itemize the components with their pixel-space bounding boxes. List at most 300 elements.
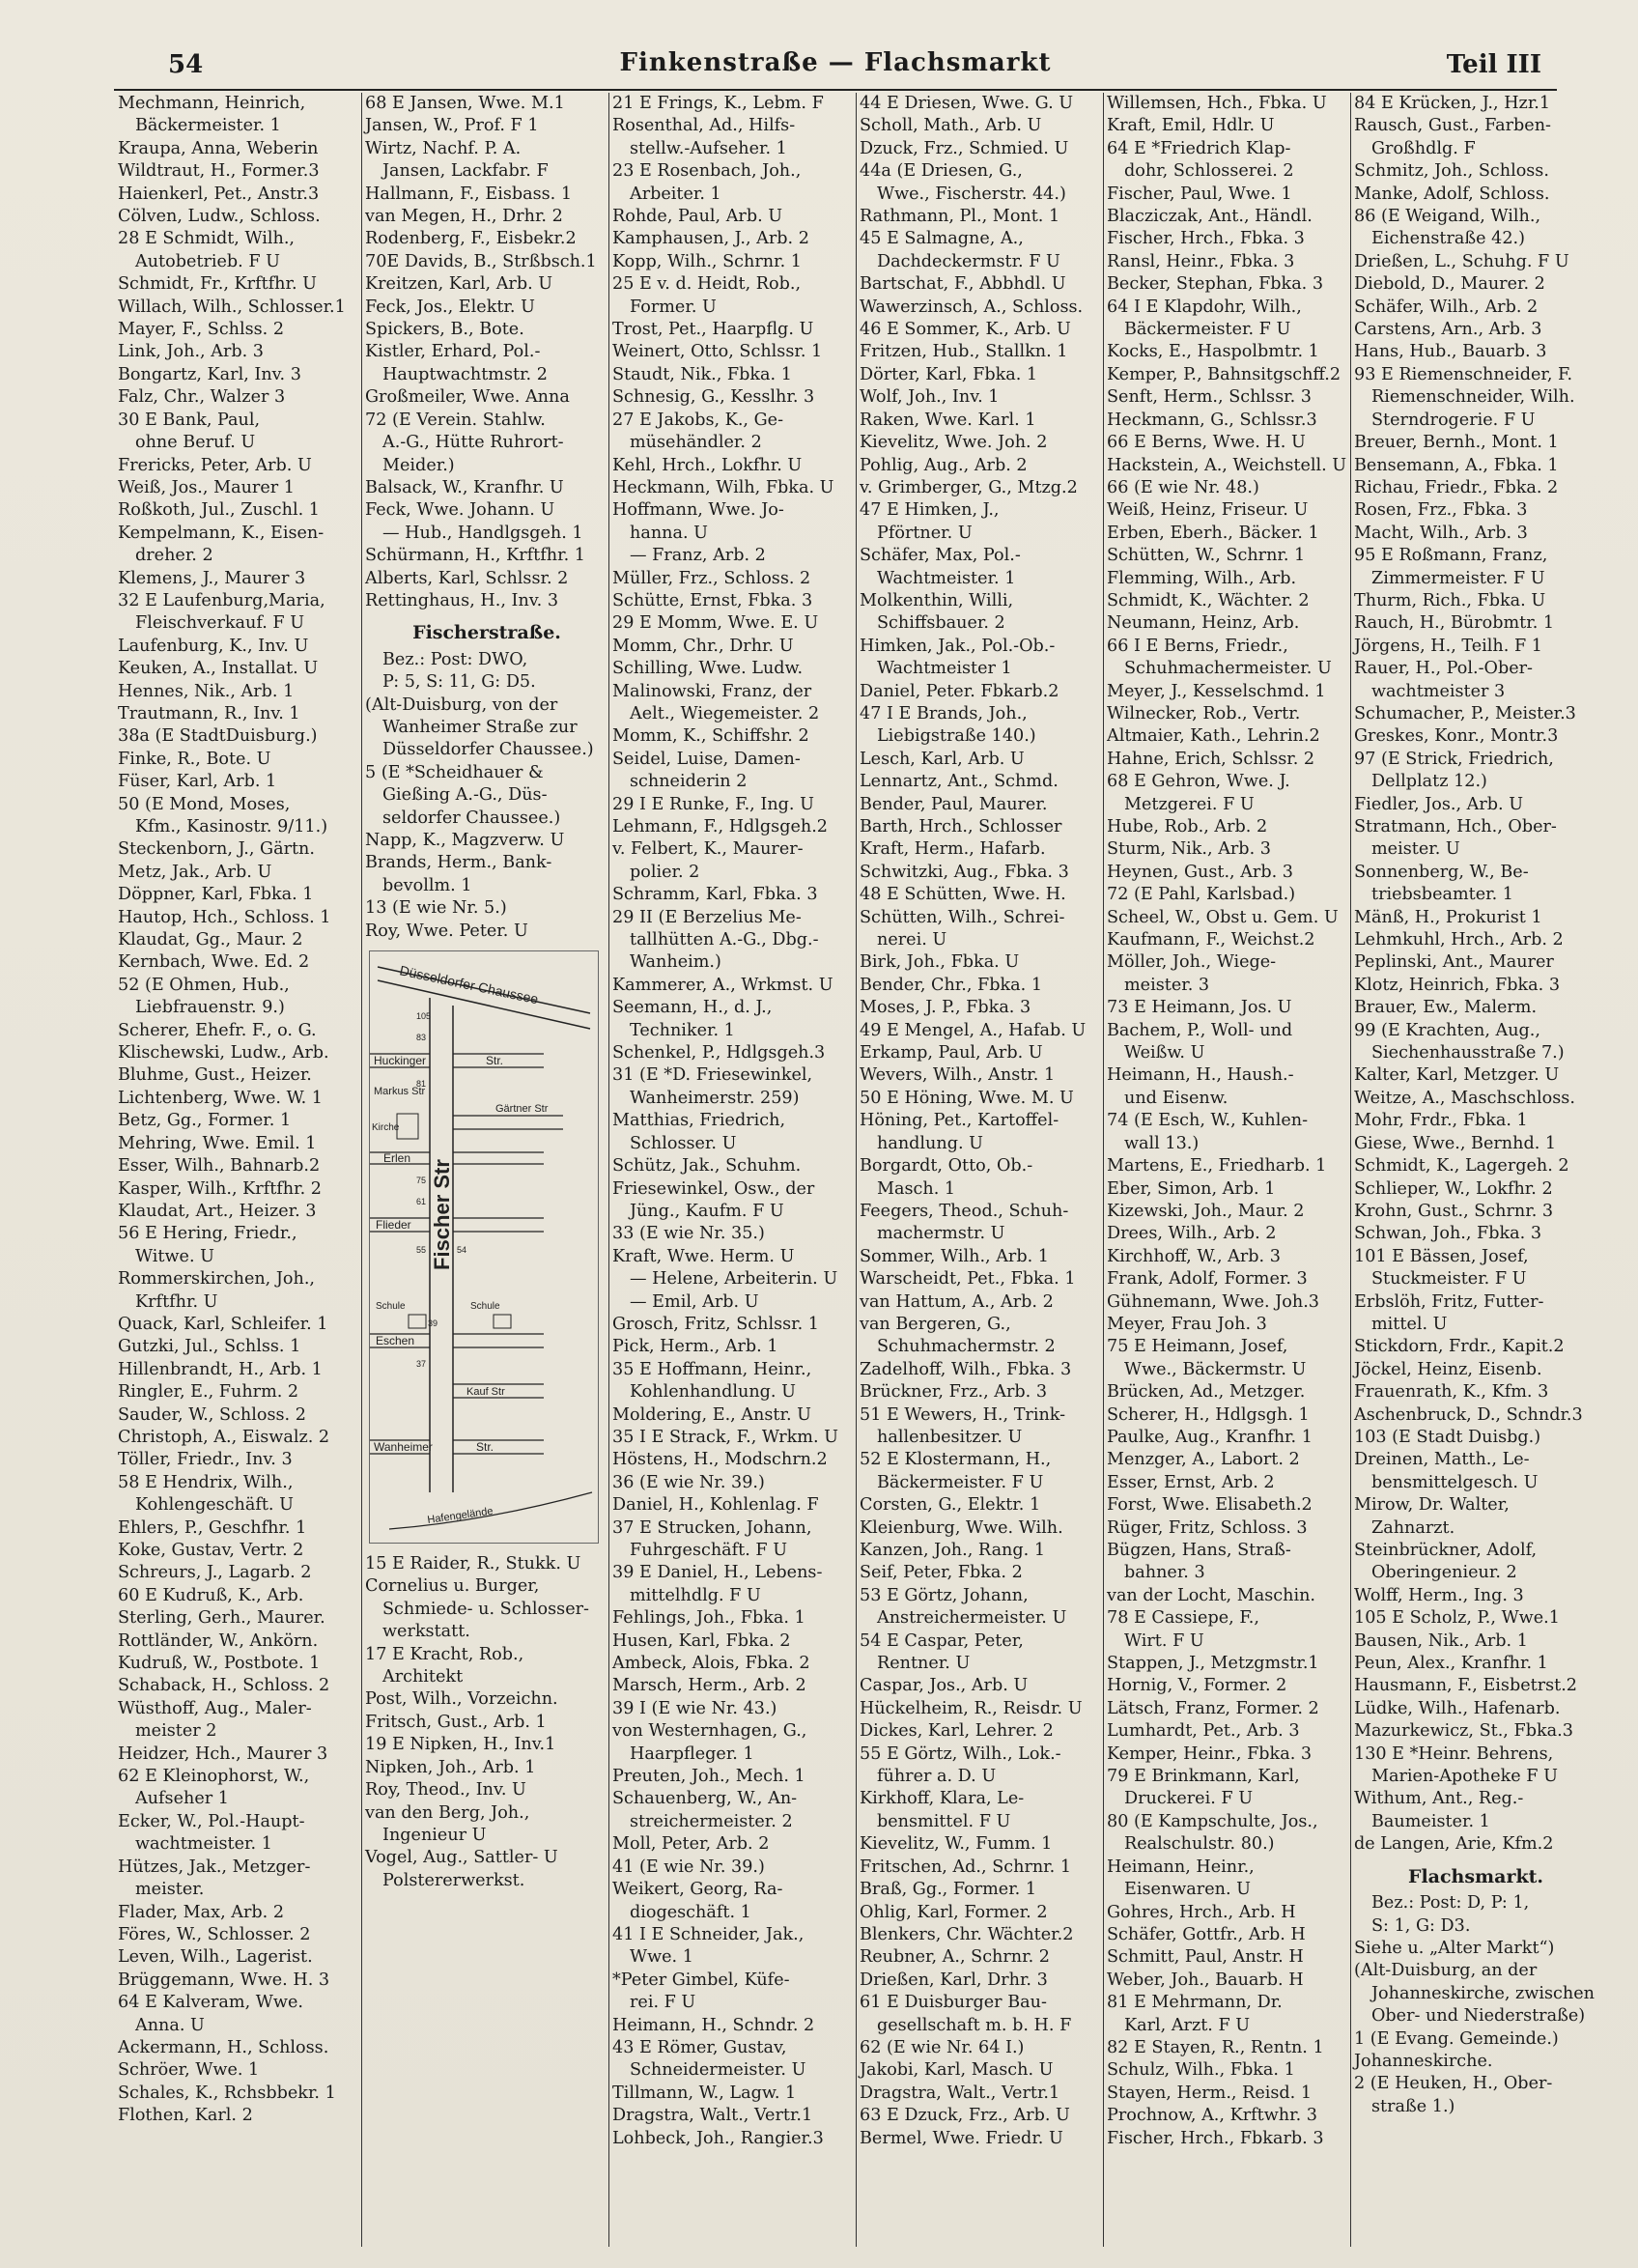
directory-entry: Klotz, Heinrich, Fbka. 3 (1354, 975, 1561, 995)
directory-entry: 78 E Cassiepe, F., (1107, 1608, 1259, 1629)
entry-continuation: meister. (135, 1880, 205, 1900)
house-number: 83 (416, 1033, 427, 1043)
directory-entry: Brands, Herm., Bank- (365, 853, 552, 873)
entry-continuation: Wwe. 1 (630, 1947, 693, 1968)
directory-entry: Kraupa, Anna, Weberin (118, 138, 319, 158)
directory-entry: 44a (E Driesen, G., (860, 161, 1023, 182)
directory-entry: 93 E Riemenschneider, F. (1354, 364, 1573, 384)
directory-entry: Esser, Ernst, Arb. 2 (1107, 1472, 1275, 1492)
directory-entry: Töller, Friedr., Inv. 3 (118, 1450, 293, 1470)
directory-entry: Grosch, Fritz, Schlssr. 1 (612, 1314, 820, 1334)
entry-continuation: — Hub., Handlgsgeh. 1 (382, 523, 583, 543)
entry-continuation: Bez.: Post: D, P: 1, (1371, 1893, 1530, 1914)
house-number: 39 (428, 1318, 438, 1329)
directory-entry: Kraft, Herm., Hafarb. (860, 839, 1046, 860)
directory-entry: 55 E Görtz, Wilh., Lok.- (860, 1744, 1061, 1764)
directory-entry: 45 E Salmagne, A., (860, 229, 1024, 249)
entry-continuation: dreher. 2 (135, 546, 213, 566)
directory-entry: Hahne, Erich, Schlssr. 2 (1107, 749, 1315, 769)
column-3 (608, 93, 857, 2247)
directory-entry: Ehlers, P., Geschfhr. 1 (118, 1517, 307, 1538)
directory-entry: Becker, Stephan, Fbka. 3 (1107, 274, 1324, 295)
directory-entry: Seidel, Luise, Damen- (612, 749, 801, 769)
directory-entry: Schütz, Jak., Schuhm. (612, 1156, 802, 1177)
entry-continuation: Pförtner. U (877, 523, 973, 543)
directory-entry: Lätsch, Franz, Former. 2 (1107, 1698, 1319, 1718)
entry-continuation: Marien-Apotheke F U (1371, 1767, 1558, 1787)
directory-entry: Schnesig, G., Kesslhr. 3 (612, 387, 815, 408)
directory-entry: Lichtenberg, Wwe. W. 1 (118, 1088, 323, 1108)
directory-entry: Cornelius u. Burger, (365, 1576, 540, 1597)
directory-entry: Schwitzki, Aug., Fbka. 3 (860, 862, 1069, 882)
directory-entry: Kirchhoff, W., Arb. 3 (1107, 1246, 1281, 1266)
directory-entry: 23 E Rosenbach, Joh., (612, 161, 802, 182)
directory-entry: Wolff, Herm., Ing. 3 (1354, 1585, 1524, 1605)
entry-continuation: Anna. U (135, 2015, 205, 2035)
directory-entry: Steckenborn, J., Gärtn. (118, 839, 315, 860)
directory-entry: Momm, Chr., Drhr. U (612, 636, 794, 656)
entry-continuation: Former. U (630, 297, 717, 317)
directory-entry: Caspar, Jos., Arb. U (860, 1676, 1029, 1696)
directory-entry: Siehe u. „Alter Markt“) (1354, 1938, 1555, 1958)
entry-continuation: Witwe. U (135, 1246, 214, 1266)
directory-entry: 130 E *Heinr. Behrens, (1354, 1744, 1554, 1764)
map-label-str: Str. (486, 1054, 504, 1068)
directory-entry: Christoph, A., Eiswalz. 2 (118, 1427, 330, 1447)
directory-entry: Hausmann, F., Eisbetrst.2 (1354, 1676, 1577, 1696)
directory-entry: Brückner, Frz., Arb. 3 (860, 1382, 1048, 1403)
entry-continuation: Masch. 1 (877, 1178, 956, 1199)
directory-entry: Bermel, Wwe. Friedr. U (860, 2128, 1063, 2148)
house-number: 54 (457, 1245, 467, 1256)
directory-entry: Braß, Gg., Former. 1 (860, 1880, 1037, 1900)
school-building-1 (409, 1315, 426, 1328)
directory-entry: 61 E Duisburger Bau- (860, 1993, 1047, 2013)
directory-entry: Giese, Wwe., Bernhd. 1 (1354, 1133, 1557, 1153)
map-label-hafen: Hafengelände (426, 1505, 494, 1527)
directory-entry: Bensemann, A., Fbka. 1 (1354, 455, 1559, 475)
street-map (369, 950, 599, 1544)
directory-entry: 70E Davids, B., Strßbsch.1 (365, 251, 597, 271)
directory-entry: 52 (E Ohmen, Hub., (118, 975, 290, 995)
directory-entry: Roy, Theod., Inv. U (365, 1780, 526, 1800)
entry-continuation: Metzgerei. F U (1124, 794, 1255, 814)
directory-entry: Staudt, Nik., Fbka. 1 (612, 364, 792, 384)
directory-entry: 66 I E Berns, Friedr., (1107, 636, 1288, 656)
directory-entry: Gutzki, Jul., Schlss. 1 (118, 1337, 301, 1357)
directory-entry: Roßkoth, Jul., Zuschl. 1 (118, 500, 320, 521)
directory-entry: Corsten, G., Elektr. 1 (860, 1495, 1041, 1516)
directory-entry: Trautmann, R., Inv. 1 (118, 703, 300, 723)
directory-entry: Rüger, Fritz, Schloss. 3 (1107, 1517, 1308, 1538)
entry-continuation: Eisenwaren. U (1124, 1880, 1251, 1900)
entry-continuation: Fuhrgeschäft. F U (630, 1541, 788, 1560)
entry-continuation: wachtmeister. 1 (135, 1834, 272, 1855)
directory-entry: 46 E Sommer, K., Arb. U (860, 320, 1071, 340)
directory-entry: Post, Wilh., Vorzeichn. (365, 1689, 558, 1710)
directory-entry: Heimann, H., Schndr. 2 (612, 2015, 815, 2035)
directory-entry: van Megen, H., Drhr. 2 (365, 207, 563, 227)
directory-entry: 74 (E Esch, W., Kuhlen- (1107, 1111, 1309, 1131)
entry-continuation: machermstr. U (877, 1224, 1005, 1244)
directory-entry: Heimann, Heinr., (1107, 1857, 1255, 1877)
directory-entry: Weinert, Otto, Schlssr. 1 (612, 342, 823, 362)
directory-entry: Steinbrückner, Adolf, (1354, 1541, 1538, 1560)
directory-entry: Withum, Ant., Reg.- (1354, 1789, 1524, 1809)
entry-continuation: — Franz, Arb. 2 (630, 546, 766, 566)
directory-entry: Schreurs, J., Lagarb. 2 (118, 1563, 312, 1583)
directory-entry: (Alt-Duisburg, von der (365, 695, 558, 715)
house-number: 37 (416, 1359, 427, 1370)
directory-entry: 29 II (E Berzelius Me- (612, 907, 802, 927)
directory-entry: Nipken, Joh., Arb. 1 (365, 1757, 536, 1777)
directory-entry: Lesch, Karl, Arb. U (860, 749, 1025, 769)
directory-entry: Spickers, B., Bote. (365, 320, 524, 340)
directory-entry: 1 (E Evang. Gemeinde.) (1354, 2028, 1559, 2049)
directory-entry: 63 E Dzuck, Frz., Arb. U (860, 2106, 1070, 2126)
directory-entry: 103 (E Stadt Duisbg.) (1354, 1427, 1541, 1447)
directory-entry: 99 (E Krachten, Aug., (1354, 1020, 1540, 1040)
directory-entry: Klaudat, Gg., Maur. 2 (118, 930, 303, 950)
directory-entry: Stratmann, Hch., Ober- (1354, 817, 1557, 836)
entry-continuation: bahner. 3 (1124, 1563, 1205, 1583)
house-number: 105 (416, 1011, 432, 1022)
entry-continuation: streichermeister. 2 (630, 1811, 793, 1831)
directory-entry: van Hattum, A., Arb. 2 (860, 1291, 1054, 1312)
street-map-svg (370, 951, 598, 1543)
directory-entry: Schmidt, K., Lagergeh. 2 (1354, 1156, 1569, 1177)
directory-entry: 105 E Scholz, P., Wwe.1 (1354, 1608, 1560, 1629)
directory-entry: Diebold, D., Maurer. 2 (1354, 274, 1545, 295)
directory-entry: 95 E Roßmann, Franz, (1354, 546, 1548, 566)
directory-entry: Schwan, Joh., Fbka. 3 (1354, 1224, 1542, 1244)
house-number: 55 (416, 1245, 427, 1256)
entry-continuation: Schlosser. U (630, 1133, 737, 1153)
directory-entry: Rodenberg, F., Eisbekr.2 (365, 229, 577, 249)
directory-entry: Wolf, Joh., Inv. 1 (860, 387, 1000, 408)
directory-entry: Macht, Wilh., Arb. 3 (1354, 523, 1528, 543)
directory-entry: 62 (E wie Nr. 64 I.) (860, 2037, 1025, 2057)
directory-entry: Dragstra, Walt., Vertr.1 (860, 2083, 1060, 2103)
directory-entry: Moldering, E., Anstr. U (612, 1404, 811, 1425)
entry-continuation: meister. 3 (1124, 975, 1210, 995)
directory-entry: Kievelitz, W., Fumm. 1 (860, 1834, 1053, 1855)
directory-entry: Flemming, Wilh., Arb. (1107, 568, 1297, 588)
directory-entry: Scheel, W., Obst u. Gem. U (1107, 907, 1339, 927)
directory-entry: Scherer, H., Hdlgsgh. 1 (1107, 1404, 1310, 1425)
entry-continuation: Architekt (382, 1667, 464, 1687)
directory-entry: Link, Joh., Arb. 3 (118, 342, 264, 362)
directory-entry: Mehring, Wwe. Emil. 1 (118, 1133, 317, 1153)
directory-entry: 97 (E Strick, Friedrich, (1354, 749, 1554, 769)
directory-entry: Jöckel, Heinz, Eisenb. (1354, 1359, 1542, 1379)
directory-entry: Wilnecker, Rob., Vertr. (1107, 703, 1301, 723)
directory-entry: 44 E Driesen, Wwe. G. U (860, 94, 1074, 113)
directory-entry: Weiß, Jos., Maurer 1 (118, 477, 295, 497)
directory-entry: Schenkel, P., Hdlgsgeh.3 (612, 1043, 826, 1063)
directory-entry: Seemann, H., d. J., (612, 998, 773, 1018)
directory-entry: Birk, Joh., Fbka. U (860, 952, 1020, 973)
directory-entry: Sommer, Wilh., Arb. 1 (860, 1246, 1049, 1266)
entry-continuation: S: 1, G: D3. (1371, 1915, 1471, 1936)
directory-entry: Kehl, Hrch., Lokfhr. U (612, 455, 803, 475)
directory-entry: Schaback, H., Schloss. 2 (118, 1676, 330, 1696)
directory-entry: Schmidt, K., Wächter. 2 (1107, 590, 1310, 610)
directory-entry: Hans, Hub., Bauarb. 3 (1354, 342, 1547, 362)
directory-entry: Willemsen, Hch., Fbka. U (1107, 94, 1327, 113)
entry-continuation: Schneidermeister. U (630, 2060, 806, 2081)
directory-entry: Schmidt, Fr., Krftfhr. U (118, 274, 317, 295)
directory-entry: Hube, Rob., Arb. 2 (1107, 817, 1268, 836)
directory-entry: Borgardt, Otto, Ob.- (860, 1156, 1033, 1177)
directory-entry: Meyer, J., Kesselschmd. 1 (1107, 681, 1326, 701)
directory-entry: Forst, Wwe. Elisabeth.2 (1107, 1495, 1313, 1516)
directory-entry: Schumacher, P., Meister.3 (1354, 703, 1576, 723)
directory-entry: Brüggemann, Wwe. H. 3 (118, 1970, 330, 1990)
entry-continuation: Autobetrieb. F U (135, 251, 280, 271)
directory-entry: Senft, Herm., Schlssr. 3 (1107, 387, 1312, 408)
directory-entry: Bluhme, Gust., Heizer. (118, 1065, 312, 1086)
directory-entry: Kleienburg, Wwe. Wilh. (860, 1517, 1063, 1538)
directory-entry: Raken, Wwe. Karl. 1 (860, 410, 1036, 430)
entry-continuation: hanna. U (630, 523, 708, 543)
directory-entry: 28 E Schmidt, Wilh., (118, 229, 296, 249)
directory-entry: Erben, Eberh., Bäcker. 1 (1107, 523, 1319, 543)
entry-continuation: Realschulstr. 80.) (1124, 1834, 1275, 1855)
directory-entry: 29 E Momm, Wwe. E. U (612, 613, 819, 634)
directory-entry: 49 E Mengel, A., Hafab. U (860, 1020, 1087, 1040)
entry-continuation: — Emil, Arb. U (630, 1291, 759, 1312)
directory-entry: Rohde, Paul, Arb. U (612, 207, 783, 227)
directory-entry: 68 E Jansen, Wwe. M.1 (365, 94, 565, 113)
directory-entry: Kreitzen, Karl, Arb. U (365, 274, 553, 295)
entry-continuation: triebsbeamter. 1 (1371, 885, 1513, 905)
directory-entry: 31 (E *D. Friesewinkel, (612, 1065, 813, 1086)
column-4 (856, 93, 1104, 2247)
entry-continuation: Druckerei. F U (1124, 1789, 1254, 1809)
column-1 (114, 93, 362, 2247)
directory-entry: 60 E Kudruß, K., Arb. (118, 1585, 304, 1605)
directory-entry: Kammerer, A., Wrkmst. U (612, 975, 833, 995)
map-label-schule-1: Schule (376, 1301, 406, 1313)
directory-entry: Blacziczak, Ant., Händl. (1107, 207, 1313, 227)
directory-entry: Martens, E., Friedharb. 1 (1107, 1156, 1327, 1177)
directory-entry: Klemens, J., Maurer 3 (118, 568, 306, 588)
directory-entry: 50 E Höning, Wwe. M. U (860, 1088, 1074, 1108)
entry-continuation: Anstreichermeister. U (877, 1608, 1067, 1629)
entry-continuation: Ingenieur U (382, 1825, 487, 1845)
directory-entry: Pick, Herm., Arb. 1 (612, 1337, 778, 1357)
directory-entry: Rosenthal, Ad., Hilfs- (612, 116, 796, 136)
directory-entry: Sonnenberg, W., Be- (1354, 862, 1529, 882)
directory-entry: 47 I E Brands, Joh., (860, 703, 1028, 723)
column-6 (1350, 93, 1597, 2247)
entry-continuation: Ober- und Niederstraße) (1371, 2006, 1586, 2027)
directory-entry: Bender, Chr., Fbka. 1 (860, 975, 1043, 995)
entry-continuation: stellw.-Aufseher. 1 (630, 138, 787, 158)
directory-entry: Fischer, Hrch., Fbkarb. 3 (1107, 2128, 1324, 2148)
directory-entry: 73 E Heimann, Jos. U (1107, 998, 1292, 1018)
directory-entry: Bongartz, Karl, Inv. 3 (118, 364, 301, 384)
entry-continuation: Aelt., Wiegemeister. 2 (630, 703, 820, 723)
directory-entry: Höstens, H., Modschrn.2 (612, 1450, 828, 1470)
directory-entry: 56 E Hering, Friedr., (118, 1224, 297, 1244)
directory-entry: Fiedler, Jos., Arb. U (1354, 794, 1524, 814)
directory-entry: Aschenbruck, D., Schndr.3 (1354, 1404, 1583, 1425)
map-label-fischer: Fischer Str (430, 1159, 454, 1271)
entry-continuation: Rentner. U (877, 1654, 971, 1674)
directory-entry: 75 E Heimann, Josef, (1107, 1337, 1288, 1357)
directory-entry: Kocks, E., Haspolbmtr. 1 (1107, 342, 1319, 362)
entry-continuation: Eichenstraße 42.) (1371, 229, 1525, 249)
directory-entry: Hillenbrandt, H., Arb. 1 (118, 1359, 323, 1379)
directory-entry: Preuten, Joh., Mech. 1 (612, 1767, 805, 1787)
directory-entry: Heimann, H., Haush.- (1107, 1065, 1294, 1086)
directory-entry: Mazurkewicz, St., Fbka.3 (1354, 1721, 1573, 1742)
directory-entry: Tillmann, W., Lagw. 1 (612, 2083, 797, 2103)
directory-entry: Kudruß, W., Postbote. 1 (118, 1654, 321, 1674)
directory-entry: 36 (E wie Nr. 39.) (612, 1472, 765, 1492)
directory-entry: Dzuck, Frz., Schmied. U (860, 138, 1069, 158)
directory-entry: Momm, K., Schiffshr. 2 (612, 726, 809, 747)
directory-entry: 86 (E Weigand, Wilh., (1354, 207, 1541, 227)
directory-entry: Flothen, Karl. 2 (118, 2106, 253, 2126)
directory-entry: 72 (E Pahl, Karlsbad.) (1107, 885, 1296, 905)
directory-entry: Carstens, Arn., Arb. 3 (1354, 320, 1542, 340)
directory-entry: Lehmann, F., Hdlgsgeh.2 (612, 817, 829, 836)
directory-entry: Ackermann, H., Schloss. (118, 2037, 329, 2057)
entry-continuation: Hauptwachtmstr. 2 (382, 364, 548, 384)
directory-entry: Daniel, Peter. Fbkarb.2 (860, 681, 1059, 701)
directory-columns (114, 93, 1597, 2247)
map-label-wanheimer: Wanheimer (374, 1440, 433, 1455)
directory-entry: Rathmann, Pl., Mont. 1 (860, 207, 1060, 227)
directory-entry: Alberts, Karl, Schlssr. 2 (365, 568, 569, 588)
directory-entry: van den Berg, Joh., (365, 1802, 530, 1823)
directory-entry: Stickdorn, Frdr., Kapit.2 (1354, 1337, 1565, 1357)
directory-entry: 25 E v. d. Heidt, Rob., (612, 274, 802, 295)
directory-entry: Schütten, Wilh., Schrei- (860, 907, 1065, 927)
directory-entry: Klaudat, Art., Heizer. 3 (118, 1201, 317, 1221)
church-building (397, 1114, 418, 1139)
entry-continuation: Kfm., Kasinostr. 9/11.) (135, 817, 328, 836)
directory-entry: Rauch, H., Bürobmtr. 1 (1354, 613, 1555, 634)
directory-entry: (Alt-Duisburg, an der (1354, 1961, 1538, 1981)
directory-entry: Rommerskirchen, Joh., (118, 1269, 316, 1290)
entry-continuation: wall 13.) (1124, 1133, 1200, 1153)
directory-entry: Feck, Jos., Elektr. U (365, 297, 535, 317)
directory-entry: Molkenthin, Willi, (860, 590, 1014, 610)
house-number: 61 (416, 1197, 427, 1207)
directory-entry: van Bergeren, G., (860, 1314, 1011, 1334)
directory-entry: Weikert, Georg, Ra- (612, 1880, 783, 1900)
directory-entry: 15 E Raider, R., Stukk. U (365, 1554, 581, 1574)
directory-entry: 51 E Wewers, H., Trink- (860, 1404, 1066, 1425)
directory-entry: Erkamp, Paul, Arb. U (860, 1043, 1043, 1063)
entry-continuation: Karl, Arzt. F U (1124, 2015, 1251, 2035)
directory-entry: Schmitz, Joh., Schloss. (1354, 161, 1549, 182)
entry-continuation: Jüng., Kaufm. F U (630, 1201, 784, 1221)
directory-entry: Hückelheim, R., Reisdr. U (860, 1698, 1083, 1718)
directory-entry: Leven, Wilh., Lagerist. (118, 1947, 313, 1968)
directory-entry: Füser, Karl, Arb. 1 (118, 772, 277, 792)
directory-entry: Finke, R., Bote. U (118, 749, 271, 769)
directory-entry: Mechmann, Heinrich, (118, 94, 306, 113)
directory-entry: Stayen, Herm., Reisd. 1 (1107, 2083, 1313, 2103)
directory-entry: Gühnemann, Wwe. Joh.3 (1107, 1291, 1319, 1312)
directory-entry: Kaufmann, F., Weichst.2 (1107, 930, 1315, 950)
page-number: 54 (168, 50, 204, 79)
entry-continuation: Zimmermeister. F U (1371, 568, 1545, 588)
directory-entry: Hackstein, A., Weichstell. U (1107, 455, 1347, 475)
directory-entry: Richau, Friedr., Fbka. 2 (1354, 477, 1559, 497)
directory-entry: Neumann, Heinz, Arb. (1107, 613, 1300, 634)
directory-entry: Matthias, Friedrich, (612, 1111, 786, 1131)
entry-continuation: Bäckermeister. F U (877, 1472, 1044, 1492)
directory-entry: Ohlig, Karl, Former. 2 (860, 1902, 1048, 1922)
map-label-schule-2: Schule (470, 1301, 500, 1313)
directory-entry: Hennes, Nik., Arb. 1 (118, 681, 295, 701)
directory-entry: Wawerzinsch, A., Schloss. (860, 297, 1084, 317)
map-label-eschen: Eschen (376, 1334, 415, 1348)
directory-entry: Lohbeck, Joh., Rangier.3 (612, 2128, 824, 2148)
directory-entry: Bachem, P., Woll- und (1107, 1020, 1293, 1040)
entry-continuation: dohr, Schlosserei. 2 (1124, 161, 1294, 182)
directory-entry: Lumhardt, Pet., Arb. 3 (1107, 1721, 1300, 1742)
column-5 (1103, 93, 1351, 2247)
map-label-road: Düsseldorfer Chaussee (398, 962, 540, 1007)
directory-entry: 17 E Kracht, Rob., (365, 1644, 524, 1664)
entry-continuation: diogeschäft. 1 (630, 1902, 751, 1922)
entry-continuation: Dellplatz 12.) (1371, 772, 1487, 792)
directory-entry: Reubner, A., Schrnr. 2 (860, 1947, 1050, 1968)
map-label-gartner: Gärtner Str (495, 1103, 549, 1116)
directory-entry: Hützes, Jak., Metzger- (118, 1857, 311, 1877)
directory-entry: 62 E Kleinophorst, W., (118, 1767, 310, 1787)
entry-continuation: Meider.) (382, 455, 455, 475)
house-number: 81 (416, 1079, 427, 1090)
entry-continuation: hallenbesitzer. U (877, 1427, 1023, 1447)
directory-entry: Kievelitz, Wwe. Joh. 2 (860, 433, 1048, 453)
entry-continuation: P: 5, S: 11, G: D5. (382, 672, 536, 693)
entry-continuation: Wanheimer Straße zur (382, 717, 578, 737)
directory-entry: Kirkhoff, Klara, Le- (860, 1789, 1025, 1809)
directory-entry: Moll, Peter, Arb. 2 (612, 1834, 770, 1855)
directory-entry: 54 E Caspar, Peter, (860, 1630, 1024, 1651)
directory-entry: 58 E Hendrix, Wilh., (118, 1472, 294, 1492)
entry-continuation: Kohlenhandlung. U (630, 1382, 796, 1403)
directory-entry: Föres, W., Schlosser. 2 (118, 1924, 311, 1944)
directory-entry: Feck, Wwe. Johann. U (365, 500, 555, 521)
entry-continuation: Kohlengeschäft. U (135, 1495, 294, 1516)
directory-entry: Schlieper, W., Lokfhr. 2 (1354, 1178, 1553, 1199)
directory-entry: 47 E Himken, J., (860, 500, 1000, 521)
directory-entry: Esser, Wilh., Bahnarb.2 (118, 1156, 321, 1177)
directory-entry: Scholl, Math., Arb. U (860, 116, 1042, 136)
directory-entry: Hornig, V., Former. 2 (1107, 1676, 1287, 1696)
directory-entry: Kemper, P., Bahnsitgschff.2 (1107, 364, 1341, 384)
entry-continuation: Haarpfleger. 1 (630, 1744, 754, 1764)
directory-entry: 64 E *Friedrich Klap- (1107, 138, 1291, 158)
street-edge (453, 1116, 563, 1129)
directory-entry: 5 (E *Scheidhauer & (365, 762, 544, 782)
directory-entry: Hoffmann, Wwe. Jo- (612, 500, 784, 521)
directory-entry: Himken, Jak., Pol.-Ob.- (860, 636, 1056, 656)
entry-continuation: Oberingenieur. 2 (1371, 1563, 1517, 1583)
directory-entry: Kernbach, Wwe. Ed. 2 (118, 952, 310, 973)
entry-continuation: Jansen, Lackfabr. F (382, 161, 549, 182)
entry-continuation: rei. F U (630, 1993, 696, 2013)
